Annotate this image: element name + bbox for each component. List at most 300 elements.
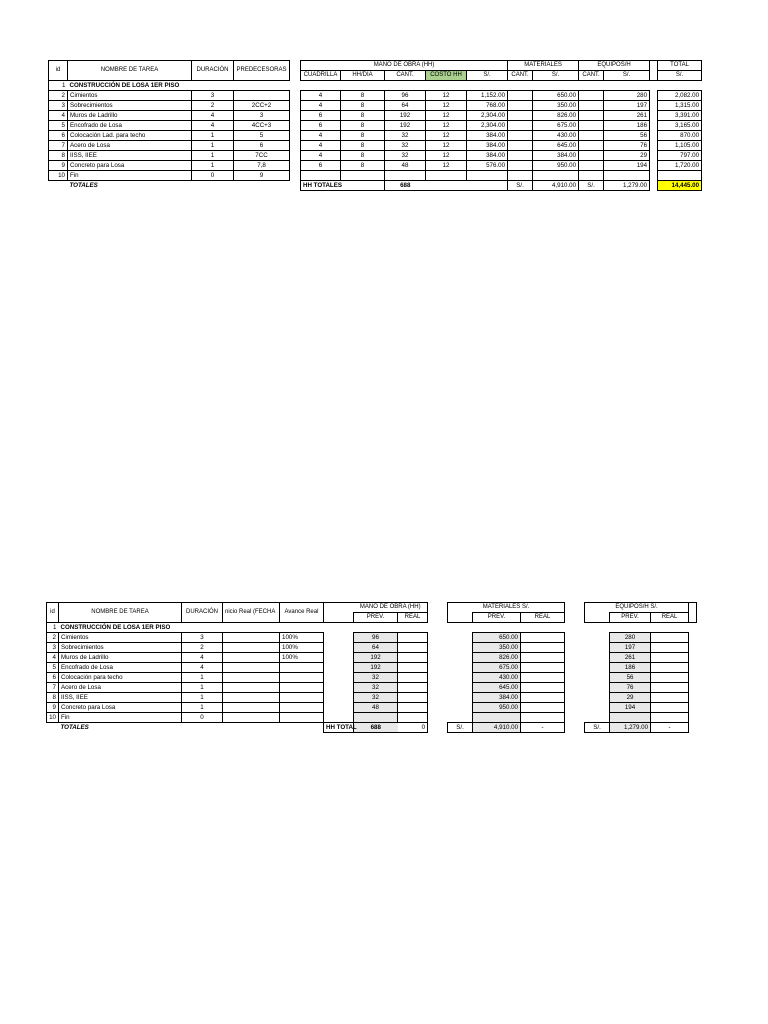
cuadrilla-value: 4 bbox=[301, 91, 341, 101]
costo-hh-value: 12 bbox=[426, 111, 467, 121]
avance-real-value bbox=[280, 693, 324, 703]
mo-prev-value: 96 bbox=[354, 633, 398, 643]
hh-cant-value: 192 bbox=[385, 111, 426, 121]
eq-cant-value bbox=[579, 141, 604, 151]
spacer bbox=[585, 633, 610, 643]
spacer bbox=[324, 693, 354, 703]
mo-real-value bbox=[398, 673, 428, 683]
spacer bbox=[428, 703, 448, 713]
spacer bbox=[650, 141, 658, 151]
title-row-name: CONSTRUCCIÓN DE LOSA 1ER PISO bbox=[69, 82, 180, 89]
mo-prev-value: 32 bbox=[354, 683, 398, 693]
inicio-real-value bbox=[223, 663, 280, 673]
mat-real-value bbox=[521, 633, 565, 643]
spacer bbox=[428, 643, 448, 653]
spacer bbox=[565, 693, 585, 703]
spacer bbox=[585, 713, 610, 723]
hh-dia-value bbox=[341, 171, 385, 181]
t2-mat-prev-header: PREV. bbox=[473, 613, 521, 623]
hh-dia-value: 8 bbox=[341, 161, 385, 171]
inicio-real-value bbox=[223, 693, 280, 703]
row-id: 8 bbox=[47, 693, 59, 703]
spacer bbox=[428, 683, 448, 693]
spacer bbox=[290, 101, 301, 111]
table-row bbox=[47, 683, 697, 693]
row-total: 1,720.00 bbox=[658, 161, 702, 171]
mo-prev-value: 32 bbox=[354, 673, 398, 683]
table-row bbox=[49, 121, 702, 131]
cuadrilla-value bbox=[301, 171, 341, 181]
cost-table bbox=[48, 60, 702, 191]
inicio-real-value bbox=[223, 713, 280, 723]
avance-real-value bbox=[280, 663, 324, 673]
row-total: 2,082.00 bbox=[658, 91, 702, 101]
eq-real-value bbox=[651, 683, 689, 693]
mat-prev-value: 430.00 bbox=[473, 673, 521, 683]
mat-prev-value: 645.00 bbox=[473, 683, 521, 693]
hh-cant-value bbox=[385, 171, 426, 181]
task-predecessors: 2CC+2 bbox=[234, 101, 290, 111]
hh-dia-header: HH/DIA bbox=[341, 71, 385, 81]
task-duration: 2 bbox=[182, 643, 223, 653]
hh-cant-value: 48 bbox=[385, 161, 426, 171]
t2-col-duration-header: DURACIÓN bbox=[182, 603, 223, 623]
row-id: 5 bbox=[47, 663, 59, 673]
row-id: 7 bbox=[49, 141, 68, 151]
spacer bbox=[689, 713, 697, 723]
mo-prev-value: 192 bbox=[354, 653, 398, 663]
materiales-header: MATERIALES bbox=[508, 61, 579, 71]
eq-real-value bbox=[651, 663, 689, 673]
hh-cant-value: 192 bbox=[385, 121, 426, 131]
eq-cant-value bbox=[579, 151, 604, 161]
materiales-soles: 650.00 bbox=[533, 91, 579, 101]
hh-dia-value: 8 bbox=[341, 141, 385, 151]
task-duration: 1 bbox=[182, 693, 223, 703]
materiales-soles: 826.00 bbox=[533, 111, 579, 121]
mano-obra-soles: 2,304.00 bbox=[467, 111, 508, 121]
eq-cant-value bbox=[579, 131, 604, 141]
mat-prev-value: 950.00 bbox=[473, 703, 521, 713]
task-predecessors: 4CC+3 bbox=[234, 121, 290, 131]
mat-prev-value: 650.00 bbox=[473, 633, 521, 643]
task-predecessors: 9 bbox=[234, 171, 290, 181]
spacer bbox=[585, 683, 610, 693]
mat-prev-value: 384.00 bbox=[473, 693, 521, 703]
spacer bbox=[290, 111, 301, 121]
mo-real-value bbox=[398, 703, 428, 713]
task-duration: 0 bbox=[182, 713, 223, 723]
row-total: 797.00 bbox=[658, 151, 702, 161]
equipos-soles: 197 bbox=[604, 101, 650, 111]
hh-cant-value: 32 bbox=[385, 141, 426, 151]
spacer bbox=[689, 673, 697, 683]
task-duration: 1 bbox=[192, 141, 234, 151]
row-total bbox=[658, 171, 702, 181]
eq-prev-value: 261 bbox=[610, 653, 651, 663]
eq-prev-value bbox=[610, 713, 651, 723]
row-id: 6 bbox=[49, 131, 68, 141]
spacer bbox=[565, 633, 585, 643]
t2-col-id-header: id bbox=[47, 603, 59, 623]
spacer bbox=[689, 703, 697, 713]
t2-equipos-header: EQUIPOS/H S/. bbox=[585, 603, 689, 613]
spacer bbox=[448, 683, 473, 693]
table-row bbox=[49, 141, 702, 151]
cuadrilla-value: 4 bbox=[301, 131, 341, 141]
table-row bbox=[49, 91, 702, 101]
spacer bbox=[585, 653, 610, 663]
title-row-id: 1 bbox=[49, 81, 68, 91]
eq-total-value: 1,279.00 bbox=[604, 181, 650, 191]
mat-prev-value: 826.00 bbox=[473, 653, 521, 663]
mo-prev-value: 48 bbox=[354, 703, 398, 713]
eq-prev-value: 280 bbox=[610, 633, 651, 643]
spacer bbox=[428, 663, 448, 673]
mano-obra-soles: 576.00 bbox=[467, 161, 508, 171]
mat-cant-value bbox=[508, 91, 533, 101]
table-row bbox=[47, 633, 697, 643]
spacer bbox=[428, 713, 448, 723]
mat-real-value bbox=[521, 713, 565, 723]
cuadrilla-value: 4 bbox=[301, 151, 341, 161]
row-total: 870.00 bbox=[658, 131, 702, 141]
spacer bbox=[290, 91, 301, 101]
hh-cant-value: 32 bbox=[385, 131, 426, 141]
spacer bbox=[290, 151, 301, 161]
spacer bbox=[650, 171, 658, 181]
hh-totales-value: 688 bbox=[385, 181, 426, 191]
task-duration: 1 bbox=[182, 683, 223, 693]
table-row bbox=[47, 703, 697, 713]
t2-eq-real-header: REAL bbox=[651, 613, 689, 623]
spacer bbox=[448, 663, 473, 673]
row-id: 5 bbox=[49, 121, 68, 131]
costo-hh-value: 12 bbox=[426, 161, 467, 171]
avance-real-value bbox=[280, 713, 324, 723]
task-name: Cimientos bbox=[68, 91, 192, 101]
table-row bbox=[47, 663, 697, 673]
spacer bbox=[650, 161, 658, 171]
task-duration: 3 bbox=[182, 633, 223, 643]
task-predecessors: 3 bbox=[234, 111, 290, 121]
mo-real-value bbox=[398, 713, 428, 723]
total-soles-header: S/. bbox=[658, 71, 702, 81]
inicio-real-value bbox=[223, 673, 280, 683]
mo-prev-value bbox=[354, 713, 398, 723]
t2-mat-prev-total: 4,910.00 bbox=[473, 723, 521, 733]
cuadrilla-value: 6 bbox=[301, 111, 341, 121]
t2-materiales-header: MATERIALES S/. bbox=[448, 603, 565, 613]
spacer bbox=[689, 693, 697, 703]
spacer bbox=[324, 703, 354, 713]
spacer bbox=[290, 161, 301, 171]
mo-real-value bbox=[398, 633, 428, 643]
hh-dia-value: 8 bbox=[341, 121, 385, 131]
hh-totales-label: HH TOTALES bbox=[301, 181, 385, 191]
mat-cant-value bbox=[508, 161, 533, 171]
table-row bbox=[49, 101, 702, 111]
mat-real-value bbox=[521, 653, 565, 663]
spacer bbox=[565, 683, 585, 693]
materiales-soles: 675.00 bbox=[533, 121, 579, 131]
materiales-soles: 430.00 bbox=[533, 131, 579, 141]
spacer bbox=[565, 663, 585, 673]
eq-cant-value bbox=[579, 91, 604, 101]
table-row bbox=[47, 713, 697, 723]
row-id: 4 bbox=[47, 653, 59, 663]
progress-table bbox=[46, 602, 697, 733]
mano-obra-soles: 768.00 bbox=[467, 101, 508, 111]
materiales-soles: 384.00 bbox=[533, 151, 579, 161]
mat-cant-header: CANT. bbox=[508, 71, 533, 81]
spacer bbox=[448, 703, 473, 713]
hh-cant-value: 96 bbox=[385, 91, 426, 101]
eq-prev-value: 197 bbox=[610, 643, 651, 653]
mat-real-value bbox=[521, 683, 565, 693]
task-duration: 1 bbox=[192, 161, 234, 171]
mano-obra-soles: 384.00 bbox=[467, 131, 508, 141]
task-name: Acero de Losa bbox=[59, 683, 182, 693]
row-id: 8 bbox=[49, 151, 68, 161]
equipos-soles: 194 bbox=[604, 161, 650, 171]
spacer bbox=[689, 663, 697, 673]
col-predecessors-header: PREDECESORAS bbox=[234, 61, 290, 81]
table-row bbox=[49, 131, 702, 141]
spacer bbox=[565, 653, 585, 663]
task-duration: 1 bbox=[192, 151, 234, 161]
costo-hh-value: 12 bbox=[426, 131, 467, 141]
mat-real-value bbox=[521, 693, 565, 703]
row-id: 3 bbox=[47, 643, 59, 653]
spacer bbox=[650, 111, 658, 121]
row-id: 9 bbox=[47, 703, 59, 713]
t2-col-inicio-header: nicio Real (FECHA bbox=[223, 603, 280, 623]
spacer bbox=[650, 91, 658, 101]
mat-prev-value bbox=[473, 713, 521, 723]
task-name: Fin bbox=[59, 713, 182, 723]
row-id: 10 bbox=[47, 713, 59, 723]
spacer bbox=[290, 171, 301, 181]
spacer bbox=[565, 673, 585, 683]
t2-hh-real-total: 0 bbox=[398, 723, 428, 733]
grand-total-value: 14,445.00 bbox=[658, 181, 702, 191]
avance-real-value: 100% bbox=[280, 633, 324, 643]
spacer bbox=[428, 653, 448, 663]
t2-mo-prev-header: PREV. bbox=[354, 613, 398, 623]
t2-mat-currency: S/. bbox=[448, 723, 473, 733]
task-name: Colocación para techo bbox=[59, 673, 182, 683]
table-row bbox=[49, 161, 702, 171]
row-id: 7 bbox=[47, 683, 59, 693]
task-duration: 4 bbox=[182, 663, 223, 673]
task-name: Sobrecimientos bbox=[68, 101, 192, 111]
spacer bbox=[324, 683, 354, 693]
task-name: Muros de Ladrillo bbox=[59, 653, 182, 663]
t2-eq-prev-total: 1,279.00 bbox=[610, 723, 651, 733]
task-name: IISS, IIEE bbox=[59, 693, 182, 703]
cuadrilla-value: 4 bbox=[301, 141, 341, 151]
spacer bbox=[290, 121, 301, 131]
mo-prev-value: 32 bbox=[354, 693, 398, 703]
equipos-soles: 280 bbox=[604, 91, 650, 101]
inicio-real-value bbox=[223, 703, 280, 713]
inicio-real-value bbox=[223, 683, 280, 693]
eq-total-currency: S/. bbox=[579, 181, 604, 191]
table-row bbox=[47, 693, 697, 703]
task-name: Sobrecimientos bbox=[59, 643, 182, 653]
eq-soles-header: S/. bbox=[604, 71, 650, 81]
spacer bbox=[689, 683, 697, 693]
row-id: 2 bbox=[47, 633, 59, 643]
task-name: Colocación Lad. para techo bbox=[68, 131, 192, 141]
mo-prev-value: 64 bbox=[354, 643, 398, 653]
eq-real-value bbox=[651, 693, 689, 703]
t2-col-name-header: NOMBRE DE TAREA bbox=[59, 603, 182, 623]
total-header: TOTAL bbox=[658, 61, 702, 71]
t2-hh-prev-total: 688 bbox=[354, 723, 398, 733]
eq-real-value bbox=[651, 703, 689, 713]
eq-prev-value: 194 bbox=[610, 703, 651, 713]
col-duration-header: DURACIÓN bbox=[192, 61, 234, 81]
task-duration: 4 bbox=[182, 653, 223, 663]
eq-real-value bbox=[651, 633, 689, 643]
task-name: Concreto para Losa bbox=[59, 703, 182, 713]
equipos-soles: 186 bbox=[604, 121, 650, 131]
mo-real-value bbox=[398, 683, 428, 693]
mo-real-value bbox=[398, 663, 428, 673]
row-total: 1,315.00 bbox=[658, 101, 702, 111]
task-predecessors: 7CC bbox=[234, 151, 290, 161]
eq-cant-value bbox=[579, 121, 604, 131]
inicio-real-value bbox=[223, 653, 280, 663]
eq-cant-value bbox=[579, 101, 604, 111]
spacer bbox=[448, 713, 473, 723]
avance-real-value bbox=[280, 703, 324, 713]
equipos-header: EQUIPOS/H bbox=[579, 61, 650, 71]
spacer bbox=[448, 673, 473, 683]
spacer bbox=[290, 141, 301, 151]
t2-mo-real-header: REAL bbox=[398, 613, 428, 623]
equipos-soles: 29 bbox=[604, 151, 650, 161]
mano-obra-header: MANO DE OBRA (HH) bbox=[301, 61, 508, 71]
task-name: IISS, IIEE bbox=[68, 151, 192, 161]
spacer bbox=[290, 131, 301, 141]
mo-real-value bbox=[398, 653, 428, 663]
mat-soles-header: S/. bbox=[533, 71, 579, 81]
eq-real-value bbox=[651, 673, 689, 683]
spacer bbox=[448, 653, 473, 663]
t2-mano-obra-header: MANO DE OBRA (HH) bbox=[354, 603, 428, 613]
spacer bbox=[428, 693, 448, 703]
costo-hh-value: 12 bbox=[426, 141, 467, 151]
mat-real-value bbox=[521, 703, 565, 713]
mat-cant-value bbox=[508, 171, 533, 181]
t2-mat-real-header: REAL bbox=[521, 613, 565, 623]
task-predecessors: 6 bbox=[234, 141, 290, 151]
task-predecessors: 5 bbox=[234, 131, 290, 141]
mat-real-value bbox=[521, 663, 565, 673]
spacer bbox=[428, 673, 448, 683]
mano-obra-soles: 384.00 bbox=[467, 141, 508, 151]
mo-prev-value: 192 bbox=[354, 663, 398, 673]
task-name: Muros de Ladrillo bbox=[68, 111, 192, 121]
eq-prev-value: 186 bbox=[610, 663, 651, 673]
hh-dia-value: 8 bbox=[341, 151, 385, 161]
materiales-soles: 950.00 bbox=[533, 161, 579, 171]
spacer bbox=[585, 643, 610, 653]
mat-cant-value bbox=[508, 151, 533, 161]
spacer bbox=[428, 633, 448, 643]
task-duration: 1 bbox=[182, 703, 223, 713]
task-name: Cimientos bbox=[59, 633, 182, 643]
equipos-soles: 56 bbox=[604, 131, 650, 141]
eq-real-value bbox=[651, 713, 689, 723]
task-duration: 1 bbox=[192, 131, 234, 141]
t2-totals-label: TOTALES bbox=[60, 724, 89, 732]
spacer bbox=[324, 673, 354, 683]
hh-dia-value: 8 bbox=[341, 91, 385, 101]
task-predecessors: 7,8 bbox=[234, 161, 290, 171]
task-duration: 2 bbox=[192, 101, 234, 111]
spacer bbox=[448, 693, 473, 703]
costo-hh-value bbox=[426, 171, 467, 181]
table-row bbox=[47, 653, 697, 663]
spacer bbox=[689, 653, 697, 663]
hh-dia-value: 8 bbox=[341, 111, 385, 121]
row-id: 10 bbox=[49, 171, 68, 181]
mano-obra-soles bbox=[467, 171, 508, 181]
spacer bbox=[324, 713, 354, 723]
mat-cant-value bbox=[508, 121, 533, 131]
mat-cant-value bbox=[508, 111, 533, 121]
mat-real-value bbox=[521, 673, 565, 683]
mano-obra-soles: 1,152.00 bbox=[467, 91, 508, 101]
mo-real-value bbox=[398, 693, 428, 703]
mat-prev-value: 675.00 bbox=[473, 663, 521, 673]
table-row bbox=[49, 171, 702, 181]
mat-cant-value bbox=[508, 141, 533, 151]
costo-hh-value: 12 bbox=[426, 151, 467, 161]
mat-cant-value bbox=[508, 131, 533, 141]
mo-real-value bbox=[398, 643, 428, 653]
mat-total-currency: S/. bbox=[508, 181, 533, 191]
task-duration: 4 bbox=[192, 121, 234, 131]
spacer bbox=[565, 713, 585, 723]
cuadrilla-value: 4 bbox=[301, 101, 341, 111]
task-name: Encofrado de Losa bbox=[59, 663, 182, 673]
materiales-soles bbox=[533, 171, 579, 181]
eq-prev-value: 29 bbox=[610, 693, 651, 703]
inicio-real-value bbox=[223, 643, 280, 653]
mo-soles-header: S/. bbox=[467, 71, 508, 81]
spacer bbox=[324, 663, 354, 673]
t2-col-avance-header: Avance Real bbox=[280, 603, 324, 623]
task-name: Concreto para Losa bbox=[68, 161, 192, 171]
materiales-soles: 350.00 bbox=[533, 101, 579, 111]
eq-cant-value bbox=[579, 111, 604, 121]
mat-cant-value bbox=[508, 101, 533, 111]
col-id-header: id bbox=[49, 61, 68, 81]
col-name-header: NOMBRE DE TAREA bbox=[68, 61, 192, 81]
eq-real-value bbox=[651, 643, 689, 653]
spacer bbox=[448, 643, 473, 653]
spacer bbox=[324, 633, 354, 643]
eq-real-value bbox=[651, 653, 689, 663]
costo-hh-value: 12 bbox=[426, 121, 467, 131]
t2-eq-prev-header: PREV. bbox=[610, 613, 651, 623]
spacer bbox=[650, 151, 658, 161]
